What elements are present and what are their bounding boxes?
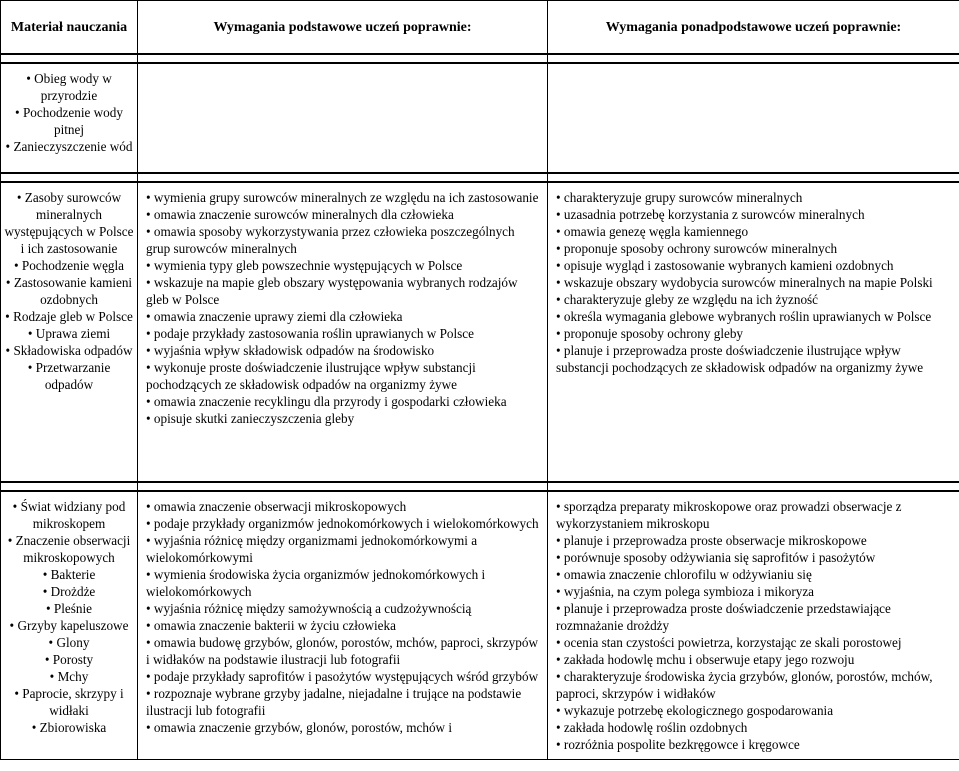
requirement-item-text: wyjaśnia różnicę między organizmami jednokomórkowymi a wielokomórkowymi [146,533,478,565]
requirement-item [556,498,953,532]
requirement-item-text: ocenia stan czystości powietrza, korzystając ze skali porostowej [563,635,902,650]
topic-item-text: Pleśnie [53,601,93,616]
topic-item-text: Drożdże [50,584,96,599]
separator-cell [1,482,138,491]
requirement-item-text: opisuje wygląd i zastosowanie wybranych kamieni ozdobnych [563,258,894,273]
requirement-item [556,189,953,206]
requirement-item-text: omawia sposoby wykorzystywania przez człowieka poszczególnych grup surowców mineralnych [146,224,515,256]
topic-item [3,104,135,138]
topic-item [3,342,135,359]
requirement-item-text: omawia znaczenie grzybów, glonów, porostów, mchów i [153,720,453,735]
requirement-item [146,274,541,308]
requirement-item-text: uzasadnia potrzebę korzystania z surowców mineralnych [563,207,865,222]
topic-item-text: Bakterie [50,567,96,582]
requirement-item-text: podaje przykłady organizmów jednokomórkowych i wielokomórkowych [153,516,539,531]
topic-item-text: Rodzaje gleb w Polsce [13,309,133,324]
topic-item-text: Znaczenie obserwacji mikroskopowych [15,533,131,565]
basic-requirements-cell [138,182,548,482]
requirement-item [146,566,541,600]
topic-item [3,651,135,668]
requirement-item-text: charakteryzuje środowiska życia grzybów, glonów, porostów, mchów, paproci, skrzypów i widłaków [556,669,933,701]
bullet-list [556,498,953,753]
requirement-item-text: opisuje skutki zanieczyszczenia gleby [153,411,355,426]
requirement-item-text: wymienia typy gleb powszechnie występujących w Polsce [153,258,463,273]
requirement-item [556,736,953,753]
table-row [1,182,959,482]
requirement-item-text: omawia znaczenie bakterii w życiu człowieka [153,618,396,633]
requirement-item-text: wymienia środowiska życia organizmów jednokomórkowych i wielokomórkowych [146,567,486,599]
requirement-item-text: omawia znaczenie obserwacji mikroskopowych [153,499,407,514]
topic-item [3,583,135,600]
topic-item-text: Porosty [52,652,94,667]
advanced-requirements-cell [548,63,959,173]
requirement-item [146,498,541,515]
advanced-requirements-cell [548,182,959,482]
topic-item-text: Zbiorowiska [39,720,107,735]
table-row [1,63,959,173]
requirement-item-text: wskazuje na mapie gleb obszary występowania wybranych rodzajów gleb w Polsce [146,275,518,307]
requirement-item-text: charakteryzuje gleby ze względu na ich żyzność [563,292,819,307]
topic-item [3,719,135,736]
requirement-item [146,359,541,393]
topic-item [3,70,135,104]
requirement-item [556,308,953,325]
topic-item-text: Pochodzenie węgla [21,258,125,273]
requirement-item [146,515,541,532]
requirement-item [556,257,953,274]
requirement-item [556,634,953,651]
topic-item-text: Mchy [57,669,89,684]
requirement-item [556,651,953,668]
requirement-item-text: charakteryzuje grupy surowców mineralnych [563,190,803,205]
requirement-item-text: wymienia grupy surowców mineralnych ze względu na ich zastosowanie [153,190,539,205]
bullet-list [146,498,541,736]
requirement-item-text: porównuje sposoby odżywiania się saprofitów i pasożytów [563,550,876,565]
topic-item [3,498,135,532]
topic-item-text: Grzyby kapeluszowe [17,618,129,633]
requirement-item-text: wykazuje potrzebę ekologicznego gospodarowania [563,703,834,718]
requirement-item [146,206,541,223]
topic-item [3,617,135,634]
requirement-item-text: wskazuje obszary wydobycia surowców mineralnych na mapie Polski [563,275,933,290]
requirement-item-text: wykonuje proste doświadczenie ilustrujące wpływ substancji pochodzących ze składowisk odpadów na organizmy żywe [146,360,476,392]
separator-cell [548,482,959,491]
requirement-item-text: planuje i przeprowadza proste obserwacje mikroskopowe [563,533,867,548]
requirement-item-text: wyjaśnia, na czym polega symbioza i mikoryza [563,584,815,599]
requirement-item [146,685,541,719]
topic-item-text: Paprocie, skrzypy i widłaki [22,686,124,718]
topic-item [3,359,135,393]
requirement-item [556,600,953,634]
requirement-item-text: planuje i przeprowadza proste doświadczenie ilustrujące wpływ substancji pochodzących ze składowisk odpadów na organizmy żywe [556,343,924,375]
topic-item [3,532,135,566]
header-row [1,1,959,55]
requirement-item [146,634,541,668]
header-basic-requirements: Wymagania podstawowe uczeń poprawnie: [138,1,548,55]
topic-item-text: Składowiska odpadów [13,343,133,358]
requirement-item-text: podaje przykłady saprofitów i pasożytów występujących wśród grzybów [153,669,539,684]
bullet-list [146,189,541,427]
requirement-item-text: omawia znaczenie recyklingu dla przyrody i gospodarki człowieka [153,394,507,409]
topic-item [3,138,135,155]
topics-cell [1,491,138,760]
requirement-item [146,308,541,325]
requirement-item-text: sporządza preparaty mikroskopowe oraz prowadzi obserwacje z wykorzystaniem mikroskopu [556,499,902,531]
requirement-item [556,291,953,308]
topics-cell [1,182,138,482]
requirement-item-text: wyjaśnia różnicę między samożywnością a cudzożywnością [153,601,472,616]
requirement-item [146,393,541,410]
bullet-list [556,189,953,376]
requirement-item [556,206,953,223]
topic-item [3,308,135,325]
separator-cell [138,54,548,63]
basic-requirements-cell [138,491,548,760]
requirement-item-text: omawia znaczenie uprawy ziemi dla człowieka [153,309,403,324]
requirement-item [146,325,541,342]
requirement-item [146,189,541,206]
requirement-item [146,342,541,359]
requirement-item-text: omawia budowę grzybów, glonów, porostów, mchów, paproci, skrzypów i widłaków na podstawie ilustracji lub fotografii [146,635,538,667]
requirement-item [556,668,953,702]
basic-requirements-cell [138,63,548,173]
separator-cell [138,482,548,491]
topic-item [3,257,135,274]
bullet-list [3,70,135,155]
bullet-list [3,189,135,393]
requirement-item [146,257,541,274]
requirement-item [556,702,953,719]
requirement-item [556,719,953,736]
topic-item [3,325,135,342]
requirement-item [146,617,541,634]
requirement-item [146,223,541,257]
requirement-item [556,532,953,549]
topic-item [3,566,135,583]
topic-item-text: Uprawa ziemi [35,326,111,341]
row-separator [1,173,959,182]
requirement-item-text: omawia znaczenie chlorofilu w odżywianiu się [563,567,812,582]
requirement-item-text: omawia znaczenie surowców mineralnych dla człowieka [153,207,454,222]
requirement-item-text: omawia genezę węgla kamiennego [563,224,749,239]
topic-item-text: Zanieczyszczenie wód [13,139,133,154]
requirement-item [146,532,541,566]
requirement-item-text: proponuje sposoby ochrony gleby [563,326,744,341]
requirement-item [146,668,541,685]
topic-item-text: Zastosowanie kamieni ozdobnych [13,275,133,307]
requirement-item-text: rozpoznaje wybrane grzyby jadalne, niejadalne i trujące na podstawie ilustracji lub fotografii [146,686,522,718]
topic-item [3,189,135,257]
separator-cell [1,173,138,182]
requirement-item [146,410,541,427]
header-material: Materiał nauczania [1,1,138,55]
topic-item [3,685,135,719]
requirement-item-text: planuje i przeprowadza proste doświadczenie przedstawiające rozmnażanie drożdży [556,601,891,633]
topic-item-text: Zasoby surowców mineralnych występujących w Polsce i ich zastosowanie [4,190,134,256]
requirement-item [556,583,953,600]
separator-cell [138,173,548,182]
requirement-item [146,600,541,617]
requirement-item [556,274,953,291]
topic-item-text: Pochodzenie wody pitnej [22,105,123,137]
requirement-item [556,240,953,257]
separator-cell [548,173,959,182]
row-separator [1,482,959,491]
topic-item-text: Obieg wody w przyrodzie [34,71,112,103]
topic-item-text: Glony [56,635,90,650]
requirement-item [556,566,953,583]
requirement-item-text: określa wymagania glebowe wybranych roślin uprawianych w Polsce [563,309,932,324]
table-row [1,491,959,760]
requirement-item [556,223,953,240]
topic-item-text: Świat widziany pod mikroskopem [20,499,126,531]
row-separator [1,54,959,63]
bullet-list [3,498,135,736]
topic-item-text: Przetwarzanie odpadów [35,360,111,392]
requirement-item [556,549,953,566]
requirement-item-text: wyjaśnia wpływ składowisk odpadów na środowisko [153,343,435,358]
requirement-item-text: rozróżnia pospolite bezkręgowce i kręgowce [563,737,800,752]
separator-cell [548,54,959,63]
requirement-item [556,325,953,342]
advanced-requirements-cell [548,491,959,760]
requirement-item-text: podaje przykłady zastosowania roślin uprawianych w Polsce [153,326,474,341]
separator-cell [1,54,138,63]
topic-item [3,600,135,617]
requirement-item [146,719,541,736]
topic-item [3,668,135,685]
header-advanced-requirements: Wymagania ponadpodstawowe uczeń poprawnie: [548,1,959,55]
topic-item [3,274,135,308]
requirement-item-text: proponuje sposoby ochrony surowców mineralnych [563,241,838,256]
topics-cell [1,63,138,173]
requirement-item-text: zakłada hodowlę roślin ozdobnych [563,720,748,735]
requirement-item [556,342,953,376]
requirement-item-text: zakłada hodowlę mchu i obserwuje etapy jego rozwoju [563,652,855,667]
topic-item [3,634,135,651]
